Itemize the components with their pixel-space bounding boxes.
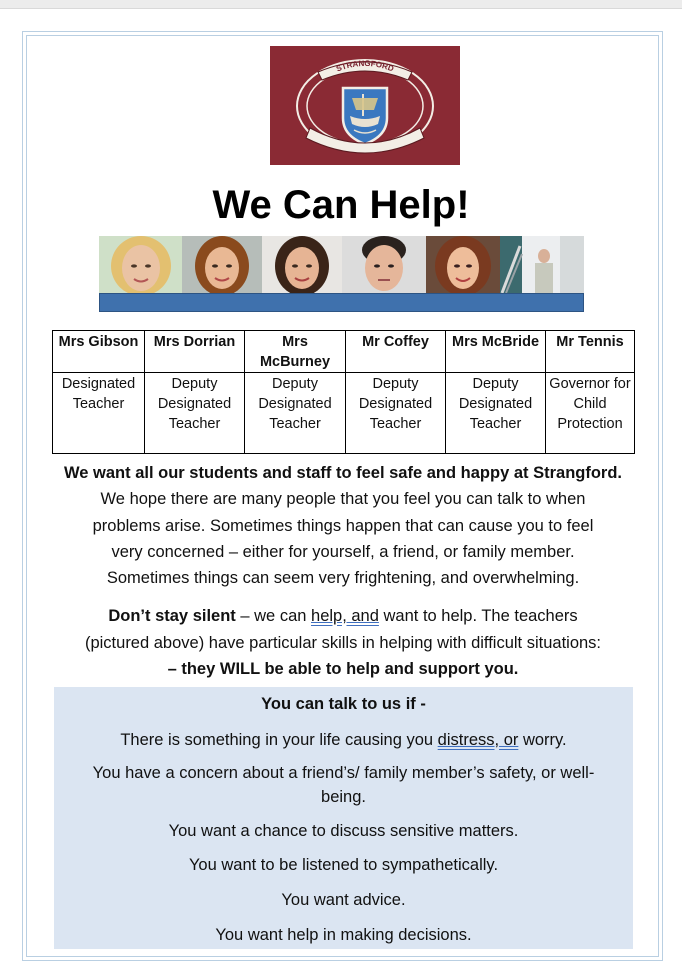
intro-line: problems arise. Sometimes things happen that can cause you to feel bbox=[92, 517, 594, 535]
box-item: You want a chance to discuss sensitive matters. bbox=[168, 822, 519, 840]
page-title: We Can Help! bbox=[212, 183, 470, 227]
silent-line: (pictured above) have particular skills in helping with difficult situations: bbox=[84, 634, 602, 652]
silent-underlined-text: help, and bbox=[311, 607, 379, 625]
box-item bbox=[54, 727, 633, 753]
silent-text: – we can bbox=[235, 607, 312, 625]
photo-mcbride bbox=[426, 236, 500, 293]
intro-line: Sometimes things can seem very frightening, and overwhelming. bbox=[106, 569, 580, 587]
window-top-bar bbox=[0, 0, 682, 9]
staff-photos bbox=[99, 236, 584, 312]
staff-roles-row bbox=[53, 373, 635, 454]
silent-line bbox=[40, 603, 646, 630]
crest-icon bbox=[270, 46, 460, 165]
box-item: being. bbox=[321, 788, 366, 806]
box-item: You have a concern about a friend’s/ family member’s safety, or well- bbox=[92, 764, 595, 782]
photo-gibson bbox=[99, 236, 182, 293]
photo-mcburney bbox=[262, 236, 342, 293]
photo-tennis bbox=[500, 236, 584, 293]
intro-line: very concerned – either for yourself, a friend, or family member. bbox=[111, 543, 575, 561]
staff-name: Mrs McBride bbox=[446, 331, 546, 373]
staff-role: Deputy Designated Teacher bbox=[145, 373, 245, 454]
intro-headline: We want all our students and staff to feel safe and happy at Strangford. bbox=[63, 464, 623, 482]
staff-names-row bbox=[53, 331, 635, 373]
silent-bold-text: Don’t stay silent bbox=[108, 607, 236, 625]
staff-table bbox=[52, 330, 635, 454]
staff-name: Mr Tennis bbox=[546, 331, 635, 373]
silent-text: want to help. The teachers bbox=[378, 607, 578, 625]
photo-dorrian bbox=[182, 236, 262, 293]
box-item: You want advice. bbox=[281, 891, 406, 909]
box-item: You want to be listened to sympathetically. bbox=[188, 856, 499, 874]
box-item-text: There is something in your life causing you bbox=[120, 731, 438, 749]
staff-role: Deputy Designated Teacher bbox=[245, 373, 346, 454]
box-heading: You can talk to us if - bbox=[261, 695, 426, 713]
intro-line: We hope there are many people that you feel you can talk to when bbox=[100, 490, 586, 508]
staff-name: Mrs McBurney bbox=[245, 331, 346, 373]
school-logo bbox=[270, 46, 460, 165]
staff-role: Deputy Designated Teacher bbox=[346, 373, 446, 454]
staff-name: Mr Coffey bbox=[346, 331, 446, 373]
staff-role: Deputy Designated Teacher bbox=[446, 373, 546, 454]
svg-text:STRANGFORD: STRANGFORD bbox=[334, 58, 396, 74]
staff-role: Governor for Child Protection bbox=[546, 373, 635, 454]
box-item: You want help in making decisions. bbox=[215, 926, 472, 944]
photo-coffey bbox=[342, 236, 426, 293]
staff-role: Designated Teacher bbox=[53, 373, 145, 454]
silent-line-bold: – they WILL be able to help and support you. bbox=[167, 660, 519, 678]
box-item-underlined-text: distress, or bbox=[437, 731, 519, 749]
box-item-text: worry. bbox=[518, 731, 567, 749]
staff-name: Mrs Dorrian bbox=[145, 331, 245, 373]
staff-name: Mrs Gibson bbox=[53, 331, 145, 373]
photo-caption-bar bbox=[99, 293, 584, 312]
